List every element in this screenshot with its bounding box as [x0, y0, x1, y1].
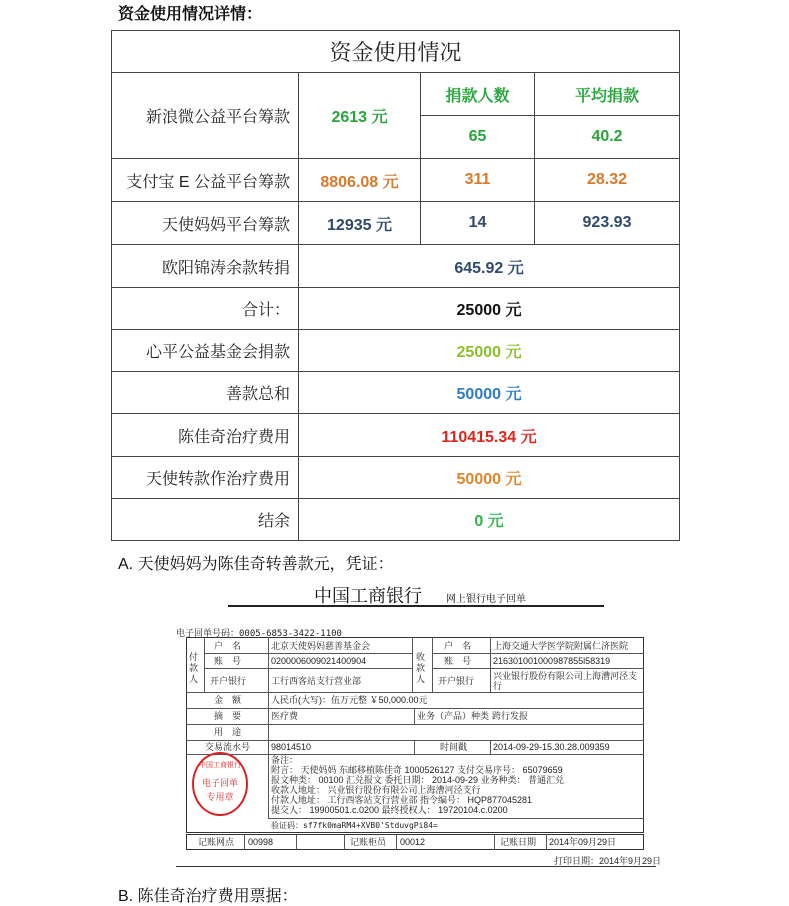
- balance-value: 0 元: [299, 499, 680, 541]
- amount-label: 金 额: [214, 695, 242, 705]
- stamp-bank-text: 中国工商银行: [199, 762, 241, 769]
- receipt-divider: [494, 834, 495, 850]
- payee-bank-label: 开户银行: [438, 676, 475, 686]
- row-label-ouyang: 欧阳锦涛余款转捐: [112, 245, 299, 288]
- remark-label: 备注：: [271, 755, 299, 765]
- timestamp-label: 时间戳: [440, 742, 468, 752]
- business-type-label: 业务（产品）种类: [417, 711, 490, 721]
- stamp-bottom-text: 专用章: [206, 792, 234, 802]
- row-label-sina: 新浪微公益平台筹款: [112, 73, 299, 159]
- receipt-divider: [490, 740, 491, 754]
- bank-seal-stamp: [192, 752, 248, 816]
- row-label-xinping: 心平公益基金会捐款: [112, 330, 299, 372]
- purpose-label: 用 途: [214, 727, 242, 737]
- payee-name-label: 户 名: [444, 641, 472, 651]
- receipt-subtitle: 网上银行电子回单: [446, 594, 526, 605]
- sina-donor-count: 65: [421, 116, 535, 159]
- payee-account-label: 账 号: [444, 656, 472, 666]
- print-date: 打印日期：2014年9月29日: [554, 856, 662, 866]
- row-label-cost: 陈佳奇治疗费用: [112, 414, 299, 457]
- footer-site-value: 00998: [248, 837, 274, 847]
- payer-account-label: 账 号: [214, 656, 242, 666]
- footer-date-value: 2014年09月29日: [549, 837, 617, 847]
- receipt-divider: [204, 637, 205, 692]
- alipay-donor-count: 311: [421, 159, 535, 202]
- receipt-divider: [204, 653, 412, 654]
- payer-bank: 工行西客站支行营业部: [271, 676, 362, 686]
- receipt-divider: [414, 708, 415, 724]
- receipt-divider: [186, 740, 644, 741]
- row-label-balance: 结余: [112, 499, 299, 541]
- total-value: 25000 元: [299, 288, 680, 330]
- payee-account: 216301001000987855l58319: [493, 656, 611, 666]
- transfer-value: 50000 元: [299, 457, 680, 499]
- sina-avg-donation: 40.2: [535, 116, 680, 159]
- alipay-avg-donation: 28.32: [535, 159, 680, 202]
- receipt-divider: [546, 834, 547, 850]
- xinping-value: 25000 元: [299, 330, 680, 372]
- payee-name: 上海交通大学医学院附属仁济医院: [493, 641, 629, 651]
- row-label-transfer: 天使转款作治疗费用: [112, 457, 299, 499]
- receipt-bank-name: 中国工商银行: [314, 586, 422, 606]
- receipt-divider: [186, 708, 644, 709]
- footer-date-label: 记账日期: [500, 837, 537, 847]
- receipt-divider: [204, 668, 412, 669]
- receipt-divider: [432, 637, 433, 692]
- header-avg-donation: 平均捐款: [535, 73, 680, 116]
- table-title: 资金使用情况: [112, 31, 680, 73]
- remark-line: 报文种类： 00100 汇兑报文 委托日期： 2014-09-29 业务种类： 普通汇兑: [271, 775, 565, 785]
- ouyang-value: 645.92 元: [299, 245, 680, 288]
- summary-value: 医疗费: [271, 711, 299, 721]
- remark-line: 收款人地址： 兴业银行股份有限公司上海漕河泾支行: [271, 785, 481, 795]
- receipt-bottom-rule: [176, 866, 656, 867]
- fund-usage-table: [111, 30, 680, 541]
- section-b-caption: B. 陈佳奇治疗费用票据：: [118, 888, 298, 905]
- payee-bank: 兴业银行股份有限公司上海漕河泾支行: [493, 671, 638, 691]
- receipt-divider: [268, 637, 269, 818]
- verification-code: 验证码：sf7fk0maRM4+XVB0'StduvgPi84=: [271, 821, 438, 830]
- payer-bank-label: 开户银行: [210, 676, 247, 686]
- remark-line: 付款人地址： 工行西客站支行营业部 指令编号： HQP877045281: [271, 795, 533, 805]
- row-label-angel: 天使妈妈平台筹款: [112, 202, 299, 245]
- angel-amount: 12935 元: [299, 202, 421, 245]
- receipt-divider: [268, 818, 644, 819]
- serial-label: 交易流水号: [205, 742, 251, 752]
- receipt-divider: [490, 637, 491, 692]
- payer-name-label: 户 名: [214, 641, 242, 651]
- receipt-number: 电子回单号码：0005-6853-3422-1100: [176, 629, 342, 639]
- receipt-divider: [244, 834, 245, 850]
- business-type-value: 跨行发报: [492, 711, 529, 721]
- footer-teller-label: 记账柜员: [350, 837, 387, 847]
- amount-value: 人民币(大写)：伍万元整 ￥50,000.00元: [271, 695, 428, 705]
- receipt-divider: [186, 724, 644, 725]
- summary-label: 摘 要: [214, 711, 242, 721]
- receipt-divider: [412, 637, 413, 692]
- payer-name: 北京天使妈妈慈善基金会: [271, 641, 371, 651]
- receipt-divider: [432, 653, 644, 654]
- row-label-total: 合计：: [112, 288, 299, 330]
- footer-site-label: 记账网点: [198, 837, 235, 847]
- receipt-title-rule: [228, 605, 604, 607]
- payer-side-label: 付款人: [189, 652, 199, 684]
- remark-line: 提交人： 19900501.c.0200 最终授权人： 19720104.c.0200: [271, 805, 508, 815]
- footer-teller-value: 00012: [400, 837, 426, 847]
- receipt-divider: [396, 834, 397, 850]
- page-heading: 资金使用情况详情：: [118, 6, 263, 23]
- timestamp-value: 2014-09-29-15.30.28.009359: [493, 742, 610, 752]
- payee-side-label: 收款人: [416, 652, 426, 684]
- header-donor-count: 捐款人数: [421, 73, 535, 116]
- receipt-divider: [432, 668, 644, 669]
- sina-amount: 2613 元: [299, 73, 421, 159]
- section-a-caption: A. 天使妈妈为陈佳奇转善款元，凭证：: [118, 556, 394, 573]
- alipay-amount: 8806.08 元: [299, 159, 421, 202]
- receipt-divider: [296, 834, 297, 850]
- payer-account: 0200006009021400904: [271, 656, 367, 666]
- receipt-divider: [414, 740, 415, 754]
- angel-avg-donation: 923.93: [535, 202, 680, 245]
- stamp-mid-text: 电子回单: [201, 778, 238, 788]
- serial-value: 98014510: [271, 742, 312, 752]
- row-label-alipay: 支付宝 E 公益平台筹款: [112, 159, 299, 202]
- remark-line: 附言： 天使妈妈 东邮移植陈佳奇 1000526127 支付交易序号： 65079659: [271, 765, 563, 775]
- receipt-divider: [344, 834, 345, 850]
- row-label-sum: 善款总和: [112, 372, 299, 414]
- cost-value: 110415.34 元: [299, 414, 680, 457]
- sum-value: 50000 元: [299, 372, 680, 414]
- angel-donor-count: 14: [421, 202, 535, 245]
- receipt-divider: [186, 692, 644, 693]
- receipt-divider: [186, 754, 644, 755]
